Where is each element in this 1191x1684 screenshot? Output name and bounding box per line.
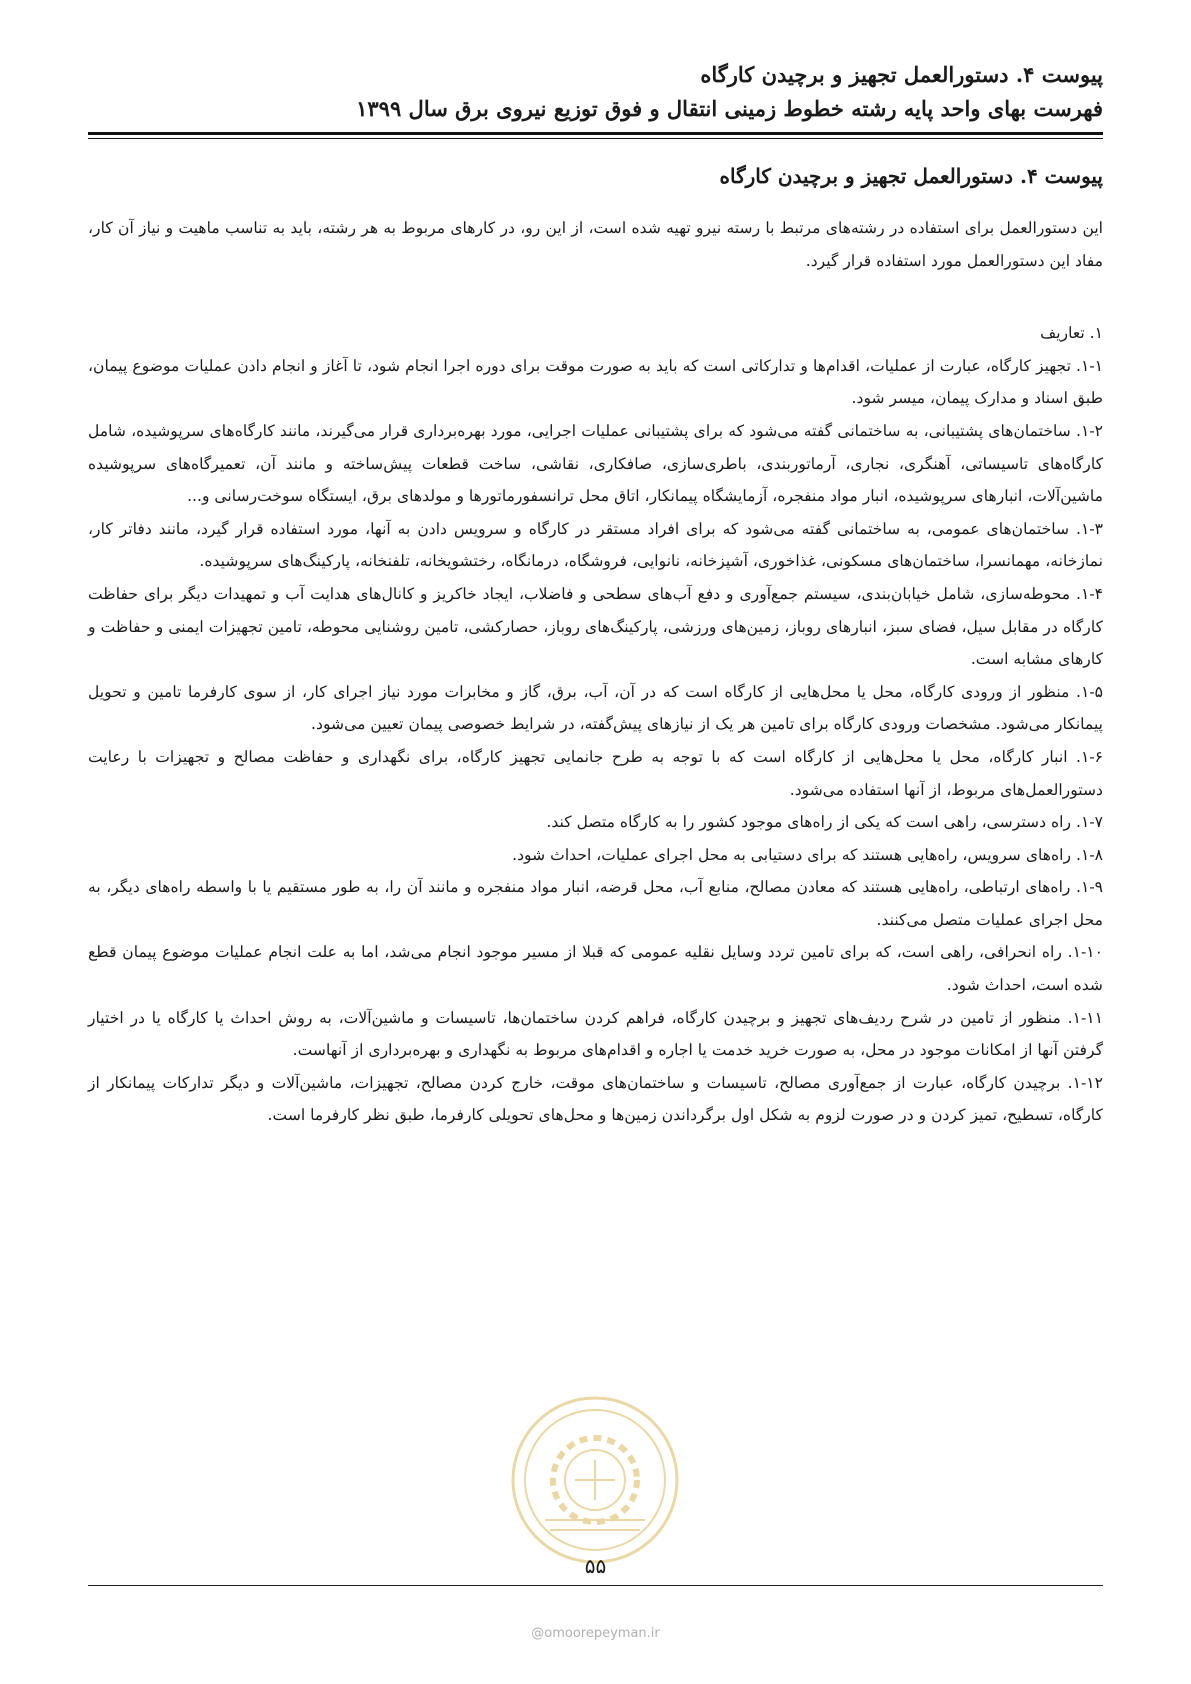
header-divider-thin xyxy=(88,138,1103,139)
header-appendix-title: پیوست ۴. دستورالعمل تجهیز و برچیدن کارگاه xyxy=(700,62,1103,87)
section-title: پیوست ۴. دستورالعمل تجهیز و برچیدن کارگاه xyxy=(719,164,1103,188)
header-document-title: فهرست بهای واحد پایه رشته خطوط زمینی انتقال و فوق توزیع نیروی برق سال ۱۳۹۹ xyxy=(356,96,1103,121)
definition-item: ۱-۶. انبار کارگاه، محل یا محل‌هایی از کارگاه است که با توجه به طرح جانمایی تجهیز کارگاه، برای نگهداری و حفاظت مصالح و تجهیزات با رعایت دستورالعمل‌های مربوط، از آنها استفاده می‌شود. xyxy=(88,747,1103,799)
header-divider-thick xyxy=(88,132,1103,135)
definition-item: ۱-۸. راه‌های سرویس، راه‌هایی هستند که برای دستیابی به محل اجرای عملیات، احداث شود. xyxy=(512,845,1103,864)
document-body xyxy=(88,160,1103,1132)
intro-paragraph: این دستورالعمل برای استفاده در رشته‌های مرتبط با رسته نیرو تهیه شده است، از این رو، در کارهای مربوط به هر رشته، باید به تناسب ماهیت و نیاز آن کار، مفاد این دستورالعمل مورد استفاده قرار گیرد. xyxy=(88,219,1103,270)
watermark-seal-logo xyxy=(505,1390,685,1570)
watermark-url: @omoorepeyman.ir xyxy=(531,1626,660,1641)
definition-item: ۱-۱۰. راه انحرافی، راهی است، که برای تامین تردد وسایل نقلیه عمومی که قبلا از مسیر موجود انجام می‌شد، اما به علت انجام عملیات موضوع پیمان قطع شده است، احداث شود. xyxy=(88,943,1103,995)
definition-item: ۱-۲. ساختمان‌های پشتیبانی، به ساختمانی گفته می‌شود که برای پشتیبانی عملیات اجرایی، مورد بهره‌برداری قرار می‌گیرند، مانند کارگاه‌های سرپوشیده، شامل کارگاه‌های تاسیساتی، آهنگری، نجاری، آرماتوربندی، باطری‌سازی، صافکاری، نقاشی، ساخت قطعات پیش‌ساخته و مانند آن، تعمیرگاه‌های سرپوشیده ماشین‌آلات، انبارهای سرپوشیده، انبار مواد منفجره، آزمایشگاه پیمانکار، اتاق محل ترانسفورماتورها و مولدهای برق، ایستگاه سوخت‌رسانی و... xyxy=(88,421,1103,506)
definition-item: ۱-۷. راه دسترسی، راهی است که یکی از راه‌های موجود کشور را به کارگاه متصل کند. xyxy=(546,813,1103,832)
definition-item: ۱-۳. ساختمان‌های عمومی، به ساختمانی گفته می‌شود که برای افراد مستقر در کارگاه و سرویس دادن به آنها، مورد استفاده قرار گیرد، مانند دفاتر کار، نمازخانه، مهمانسرا، ساختمان‌های مسکونی، غذاخوری، آشپزخانه، نانوایی، فروشگاه، درمانگاه، رختشویخانه، تلفنخانه، پارکینگ‌های سرپوشیده. xyxy=(88,519,1103,571)
page-header xyxy=(88,58,1103,126)
definition-item: ۱-۱۲. برچیدن کارگاه، عبارت از جمع‌آوری مصالح، تاسیسات و ساختمان‌های موقت، خارج کردن مصالح، تجهیزات، ماشین‌آلات و دیگر تدارکات پیمانکار از کارگاه، تسطیح، تمیز کردن و در صورت لزوم به شکل اول برگرداندن زمین‌ها و محل‌های تحویلی کارفرما، طبق نظر کارفرما است. xyxy=(88,1073,1103,1125)
page-number: ۵۵ xyxy=(584,1554,607,1578)
footer-divider xyxy=(88,1585,1103,1586)
definition-item: ۱-۱. تجهیز کارگاه، عبارت از عملیات، اقدام‌ها و تدارکاتی است که باید به صورت موقت برای دوره اجرا انجام شود، تا آغاز و انجام دادن عملیات موضوع پیمان، طبق اسناد و مدارک پیمان، میسر شود. xyxy=(88,356,1103,408)
definition-item: ۱-۱۱. منظور از تامین در شرح ردیف‌های تجهیز و برچیدن کارگاه، فراهم کردن ساختمان‌ها، تاسیسات و ماشین‌آلات، به روش احداث یا کارگاه یا در اختیار گرفتن آنها از امکانات موجود در محل، به صورت خرید خدمت یا اجاره و اقدام‌های مربوط به نگهداری و بهره‌برداری از آنهاست. xyxy=(88,1008,1103,1060)
definition-item: ۱-۵. منظور از ورودی کارگاه، محل یا محل‌هایی از کارگاه است که در آن، آب، برق، گاز و مخابرات مورد نیاز اجرای کار، از سوی کارفرما تامین و تحویل پیمانکار می‌شود. مشخصات ورودی کارگاه برای تامین هر یک از نیازهای پیش‌گفته، در شرایط خصوصی پیمان تعیین می‌شود. xyxy=(88,682,1103,734)
definition-item: ۱-۹. راه‌های ارتباطی، راه‌هایی هستند که معادن مصالح، منابع آب، محل قرضه، انبار مواد منفجره و مانند آن را، به طور مستقیم یا با واسطه راه‌های دیگر، به محل اجرای عملیات متصل می‌کنند. xyxy=(88,878,1103,929)
definition-item: ۱-۴. محوطه‌سازی، شامل خیابان‌بندی، سیستم جمع‌آوری و دفع آب‌های سطحی و فاضلاب، ایجاد خاکریز و کانال‌های هدایت آب و تمهیدات دیگر برای حفاظت کارگاه در مقابل سیل، فضای سبز، انبارهای روباز، زمین‌های ورزشی، پارکینگ‌های روباز، حصارکشی، تامین روشنایی محوطه، تامین تجهیزات ایمنی و حفاظت و کارهای مشابه است. xyxy=(88,584,1103,669)
definitions-heading: ۱. تعاریف xyxy=(1040,324,1103,343)
